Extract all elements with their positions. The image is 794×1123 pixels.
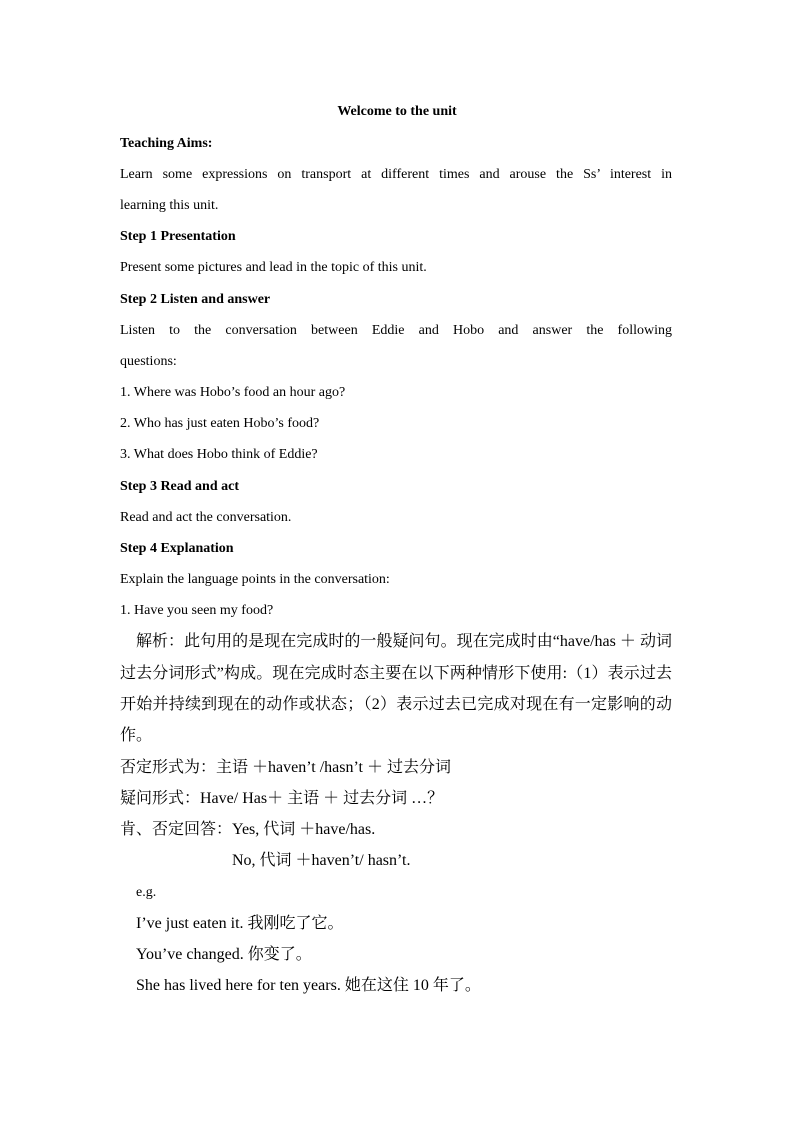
step4-text: Explain the language points in the conversation: — [120, 572, 390, 587]
question-item: 3. What does Hobo think of Eddie? — [120, 447, 318, 462]
answer-form-yes: 肯、否定回答：Yes, 代词 ＋have/has. — [120, 821, 376, 838]
step1-heading: Step 1 Presentation — [120, 229, 236, 244]
negative-form-rule: 否定形式为：主语 ＋haven’t /hasn’t ＋ 过去分词 — [120, 759, 451, 776]
document-title: Welcome to the unit — [337, 104, 457, 119]
step1-text: Present some pictures and lead in the topic of this unit. — [120, 260, 427, 275]
question-form-rule: 疑问形式：Have/ Has＋ 主语 ＋ 过去分词 …？ — [120, 790, 444, 807]
answer-form-no: No, 代词 ＋haven’t/ hasn’t. — [232, 852, 411, 869]
analysis-text-line: 作。 — [120, 727, 153, 744]
question-item: 2. Who has just eaten Hobo’s food? — [120, 416, 320, 431]
analysis-text-line: 过去分词形式”构成。现在完成时态主要在以下两种情形下使用:（1）表示过去 — [120, 665, 672, 682]
aims-text-line: learning this unit. — [120, 198, 219, 213]
step4-heading: Step 4 Explanation — [120, 541, 234, 556]
analysis-text-line: 开始并持续到现在的动作或状态；（2）表示过去已完成对现在有一定影响的动 — [120, 696, 672, 713]
step2-text-line: questions: — [120, 354, 177, 369]
step2-text-line: Listen to the conversation between Eddie and Hobo and answer the following — [120, 323, 672, 338]
example-sentence: I’ve just eaten it. 我刚吃了它。 — [136, 915, 344, 932]
language-point-item: 1. Have you seen my food? — [120, 603, 274, 618]
example-sentence: She has lived here for ten years. 她在这住 10 年了。 — [136, 977, 481, 994]
example-label: e.g. — [136, 885, 157, 900]
example-sentence: You’ve changed. 你变了。 — [136, 946, 312, 963]
step3-heading: Step 3 Read and act — [120, 479, 240, 494]
step2-heading: Step 2 Listen and answer — [120, 292, 271, 307]
question-item: 1. Where was Hobo’s food an hour ago? — [120, 385, 346, 400]
analysis-text-line: 解析：此句用的是现在完成时的一般疑问句。现在完成时由“have/has ＋ 动词 — [136, 633, 672, 650]
teaching-aims-heading: Teaching Aims: — [120, 136, 213, 151]
step3-text: Read and act the conversation. — [120, 510, 292, 525]
aims-text-line: Learn some expressions on transport at different times and arouse the Ss’ interest in — [120, 167, 672, 182]
